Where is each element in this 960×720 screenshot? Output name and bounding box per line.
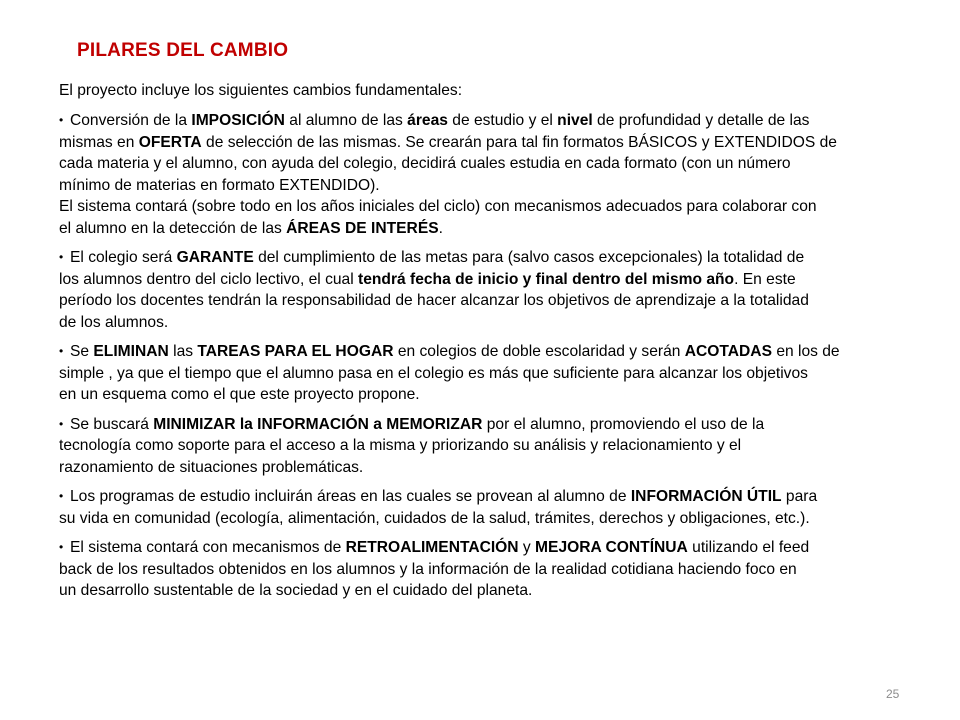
text-line [59,132,943,154]
text-run: los alumnos dentro del ciclo lectivo, el cual [59,270,359,288]
emphasis-text: TAREAS PARA EL HOGAR [197,343,394,360]
bullet-icon: • [59,113,64,127]
bullet-icon: • [59,489,64,503]
text-line [59,580,943,602]
text-run: al alumno de las [284,112,408,129]
text-line [59,435,943,457]
text-line [59,414,943,436]
text-line [59,363,943,385]
emphasis-text: INFORMACIÓN ÚTIL [630,488,782,505]
emphasis-text: ACOTADAS [684,343,772,360]
text-run: Los programas de estudio incluirán áreas en las cuales se provean al alumno de [70,488,631,505]
text-line [59,290,943,312]
text-run: El sistema contará (sobre todo en los años iniciales del ciclo) con mecanismos adecuados para colaborar con [59,198,817,215]
text-run: de estudio y el [447,112,558,129]
bullet-paragraph [59,247,943,333]
text-line [59,269,943,291]
bullet-paragraph [59,486,943,529]
page-number: 25 [886,687,900,701]
text-run: mismas en [59,133,139,151]
text-run: razonamiento de situaciones problemáticas. [59,458,364,476]
text-line [59,247,943,269]
bullet-paragraph [59,537,943,602]
emphasis-text: RETROALIMENTACIÓN [345,539,519,556]
bullet-icon: • [59,540,64,554]
text-line [59,508,943,530]
text-run: para [781,488,818,505]
emphasis-text: IMPOSICIÓN [191,112,285,129]
bullet-paragraph [59,414,943,479]
text-run: simple , ya que el tiempo que el alumno pasa en el colegio es más que suficiente para alcanzar los objetivos [59,364,808,382]
text-run: de los alumnos. [59,313,169,331]
text-line [59,110,943,132]
text-run: las [168,343,198,360]
text-run: por el alumno, promoviendo el uso de la [482,415,765,433]
text-run: período los docentes tendrán la responsabilidad de hacer alcanzar los objetivos de aprendizaje a la totalidad [59,292,809,309]
bullet-list [59,110,943,602]
text-run: cada materia y el alumno, con ayuda del colegio, decidirá cuales estudia en cada formato (con un número [59,155,791,172]
text-line [59,175,943,197]
slide-title: PILARES DEL CAMBIO [77,40,289,61]
text-run: . En este [734,270,796,288]
text-line [59,341,943,363]
text-line [59,312,943,334]
text-run: back de los resultados obtenidos en los alumnos y la información de la realidad cotidiana haciendo foco en [59,560,797,578]
bullet-icon: • [59,416,64,431]
emphasis-text: GARANTE [176,249,254,266]
bullet-icon: • [59,344,64,358]
emphasis-text: tendrá fecha de inicio y final dentro del mismo año [358,270,735,288]
text-run: el alumno en la detección de las [59,219,287,237]
emphasis-text: ÁREAS DE INTERÉS [286,219,439,237]
text-run: de profundidad y detalle de las [592,112,810,129]
text-run: de selección de las mismas. Se crearán para tal fin formatos BÁSICOS y EXTENDIDOS de [201,133,837,151]
text-run: tecnología como soporte para el acceso a la misma y priorizando su análisis y relacionamiento y el [59,437,742,454]
text-run: Conversión de la [70,112,192,129]
intro-text: El proyecto incluye los siguientes cambios fundamentales: [59,82,463,99]
emphasis-text: MEJORA CONTÍNUA [535,539,688,556]
text-line [59,537,943,559]
bullet-paragraph [59,110,943,239]
text-run: en colegios de doble escolaridad y serán [393,343,685,360]
text-run: en un esquema como el que este proyecto propone. [59,386,420,403]
text-run: y [518,539,536,556]
text-run: utilizando el feed [687,539,810,556]
text-line [59,218,943,240]
text-line [59,486,943,508]
text-run: del cumplimiento de las metas para (salvo casos excepcionales) la totalidad de [253,249,805,266]
text-run: Se buscará [70,415,154,433]
text-run: . [438,219,443,237]
text-line [59,196,943,218]
text-line [59,457,943,479]
text-line [59,559,943,581]
text-run: en los de [771,343,840,360]
emphasis-text: MINIMIZAR la INFORMACIÓN a MEMORIZAR [153,415,483,433]
text-line [59,384,943,406]
emphasis-text: OFERTA [138,133,202,151]
emphasis-text: nivel [557,112,593,129]
text-line [59,153,943,175]
bullet-paragraph [59,341,943,406]
text-run: su vida en comunidad (ecología, alimentación, cuidados de la salud, trámites, derechos y obligaciones, etc.). [59,509,810,527]
slide-body [59,80,943,610]
text-run: Se [70,343,94,360]
text-run: un desarrollo sustentable de la sociedad y en el cuidado del planeta. [59,582,533,599]
emphasis-text: áreas [407,112,448,129]
text-run: El colegio será [70,249,177,266]
text-run: El sistema contará con mecanismos de [70,539,346,556]
emphasis-text: ELIMINAN [93,343,169,360]
text-run: mínimo de materias en formato EXTENDIDO). [59,176,380,194]
bullet-icon: • [59,250,64,264]
